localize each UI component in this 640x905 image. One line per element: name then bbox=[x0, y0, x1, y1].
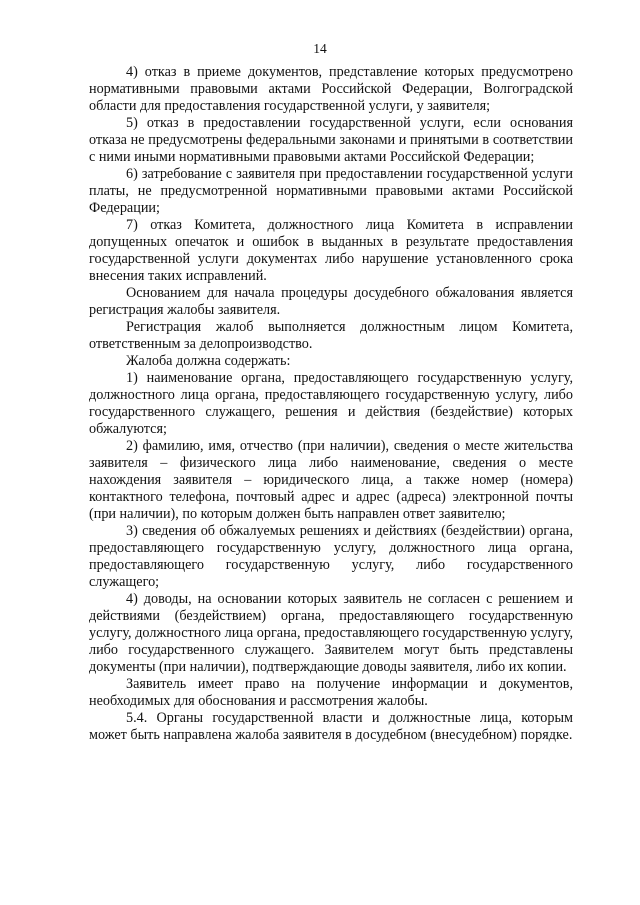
paragraph-complaint-contents: Жалоба должна содержать: bbox=[126, 353, 291, 369]
paragraph-grounds: Основанием для начала процедуры досудебного обжалования является регистрация жалобы заявителя. bbox=[89, 285, 573, 318]
paragraph-contents-2: 2) фамилию, имя, отчество (при наличии), сведения о месте жительства заявителя – физического лица либо наименование, сведения о месте нахождения заявителя – юридического лица, а также номер (номера) контактного телефона, почтовый адрес и адрес (адреса) электронной почты (при наличии), по которым должен быть направлен ответ заявителю; bbox=[89, 438, 573, 522]
paragraph-contents-1: 1) наименование органа, предоставляющего государственную услугу, должностного лица органа, предоставляющего государственную услугу, либо государственного служащего, решения и действия (бездействие) которых обжалуются; bbox=[89, 370, 573, 437]
paragraph-item-4-refusal-documents: 4) отказ в приеме документов, представление которых предусмотрено нормативными правовыми актами Российской Федерации, Волгоградской области для предоставления государственной услуги, у заявителя; bbox=[89, 64, 573, 114]
paragraph-contents-4: 4) доводы, на основании которых заявитель не согласен с решением и действиями (бездействием) органа, предоставляющего государственную услугу, должностного лица органа, предоставляющего государственную услугу, либо государственного служащего. Заявителем могут быть представлены документы (при наличии), подтверждающие доводы заявителя, либо их копии. bbox=[89, 591, 573, 675]
paragraph-registration: Регистрация жалоб выполняется должностным лицом Комитета, ответственным за делопроизводство. bbox=[89, 319, 573, 352]
document-body bbox=[89, 64, 573, 744]
paragraph-item-6-fee-demand: 6) затребование с заявителя при предоставлении государственной услуги платы, не предусмотренной нормативными правовыми актами Российской Федерации; bbox=[89, 166, 573, 216]
page-number: 14 bbox=[313, 41, 327, 56]
paragraph-section-5-4: 5.4. Органы государственной власти и должностные лица, которым может быть направлена жалоба заявителя в досудебном (внесудебном) порядке. bbox=[89, 710, 573, 743]
paragraph-item-7-correction-refusal: 7) отказ Комитета, должностного лица Комитета в исправлении допущенных опечаток и ошибок в выданных в результате предоставления государственной услуги документах либо нарушение установленного срока внесения таких исправлений. bbox=[89, 217, 573, 284]
paragraph-applicant-rights: Заявитель имеет право на получение информации и документов, необходимых для обоснования и рассмотрения жалобы. bbox=[89, 676, 573, 709]
paragraph-item-5-refusal-service: 5) отказ в предоставлении государственной услуги, если основания отказа не предусмотрены федеральными законами и принятыми в соответствии с ними иными нормативными правовыми актами Российской Федерации; bbox=[89, 115, 573, 165]
paragraph-contents-3: 3) сведения об обжалуемых решениях и действиях (бездействии) органа, предоставляющего государственную услугу, должностного лица органа, предоставляющего государственную услугу, либо государственного служащего; bbox=[89, 523, 573, 590]
